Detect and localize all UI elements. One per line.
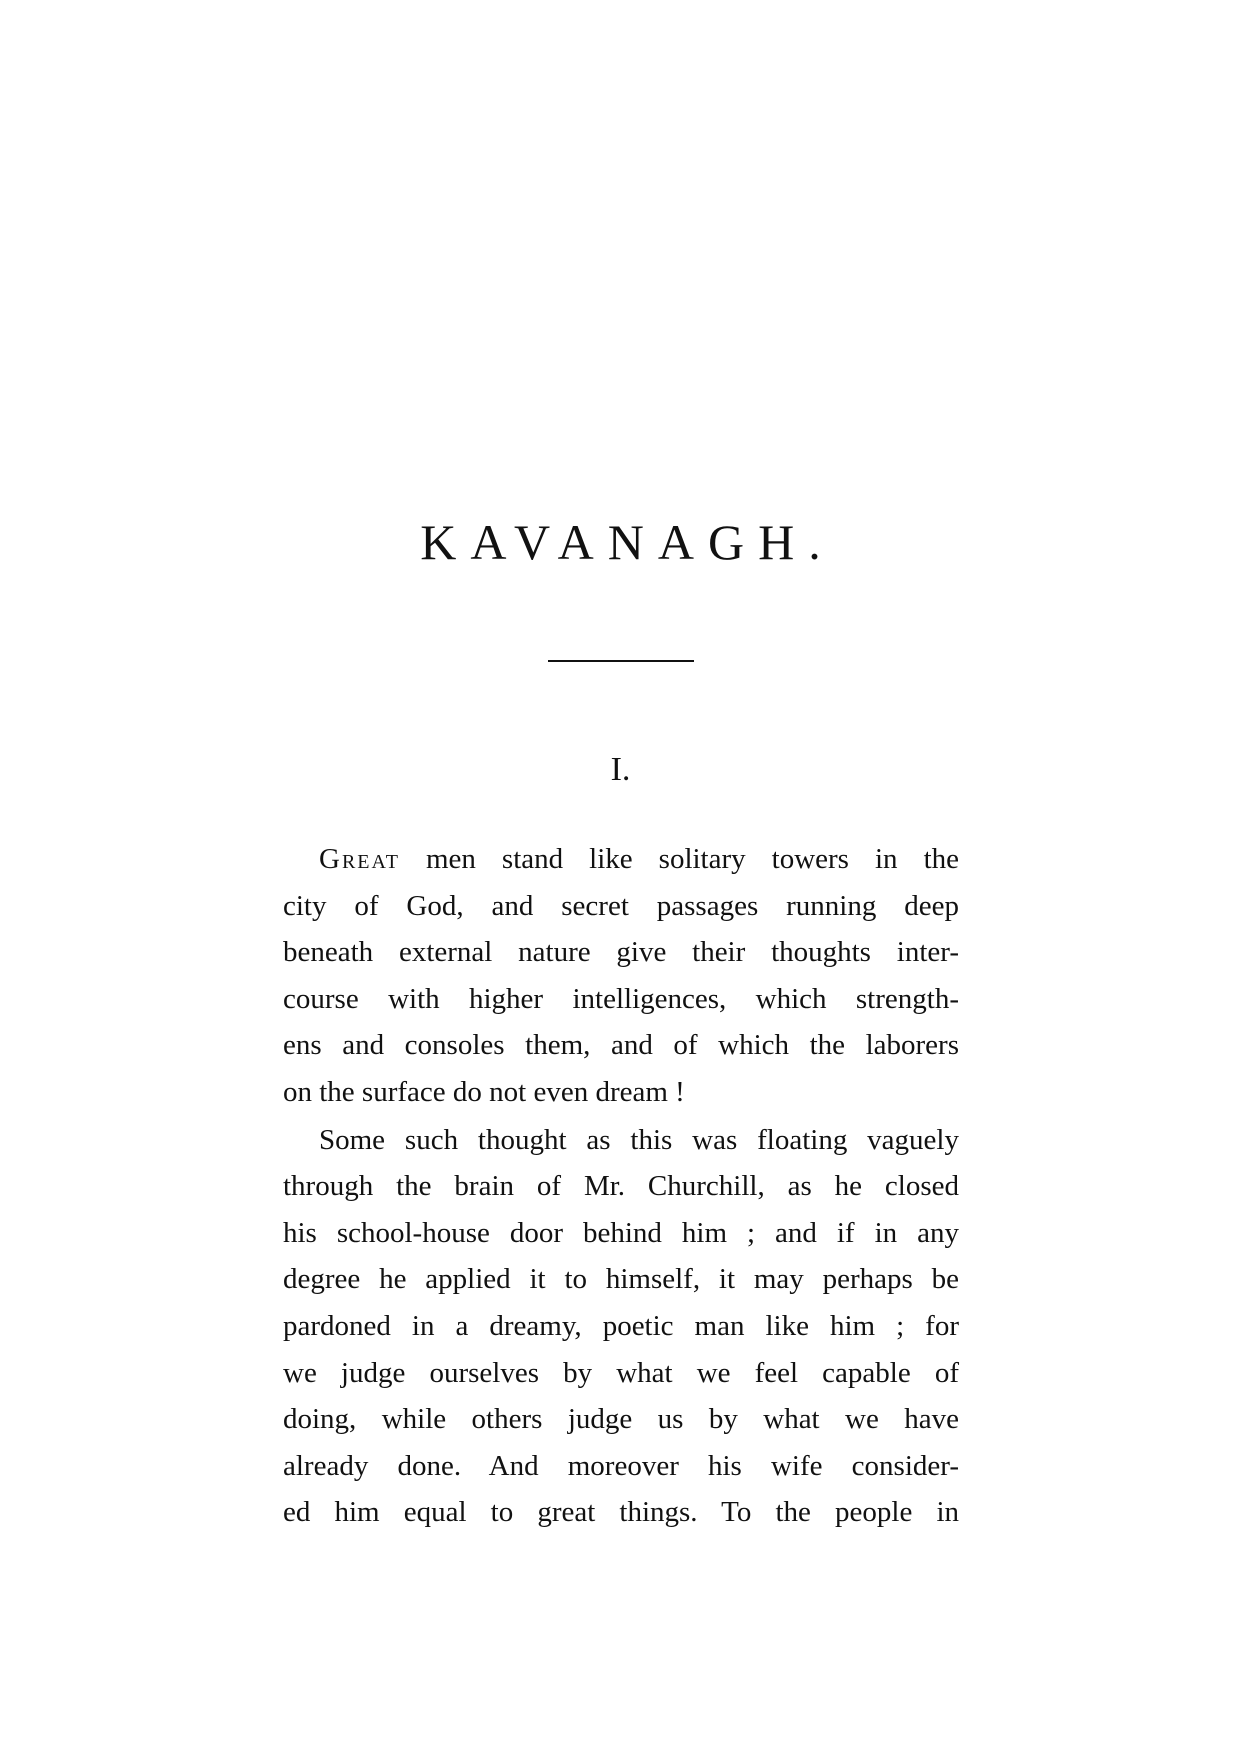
- text-line: course with higher intelligences, which strength-: [283, 982, 959, 1015]
- body-text: [283, 836, 959, 1536]
- text-line: doing, while others judge us by what we have: [283, 1403, 959, 1436]
- text-line: ens and consoles them, and of which the laborers: [283, 1029, 959, 1062]
- text-line: on the surface do not even dream !: [283, 1075, 685, 1108]
- text-line: we judge ourselves by what we feel capable of: [283, 1356, 959, 1389]
- chapter-number: I.: [610, 751, 631, 788]
- text-line: pardoned in a dreamy, poetic man like him ; for: [283, 1309, 959, 1342]
- book-title: KAVANAGH.: [420, 514, 835, 570]
- text-line: already done. And moreover his wife consider-: [283, 1449, 959, 1482]
- text-line: through the brain of Mr. Churchill, as he closed: [283, 1170, 959, 1203]
- text-line: degree he applied it to himself, it may perhaps be: [283, 1263, 959, 1296]
- text-line: his school-house door behind him ; and if in any: [283, 1216, 959, 1249]
- text-line: Some such thought as this was floating vaguely: [319, 1123, 959, 1156]
- title-divider: [548, 660, 694, 662]
- text-line: Great men stand like solitary towers in the: [319, 843, 959, 875]
- text-line: city of God, and secret passages running deep: [283, 889, 959, 922]
- text-line: ed him equal to great things. To the people in: [283, 1496, 959, 1529]
- text-line: beneath external nature give their thoughts inter-: [283, 936, 959, 969]
- lead-word: Great: [319, 843, 400, 875]
